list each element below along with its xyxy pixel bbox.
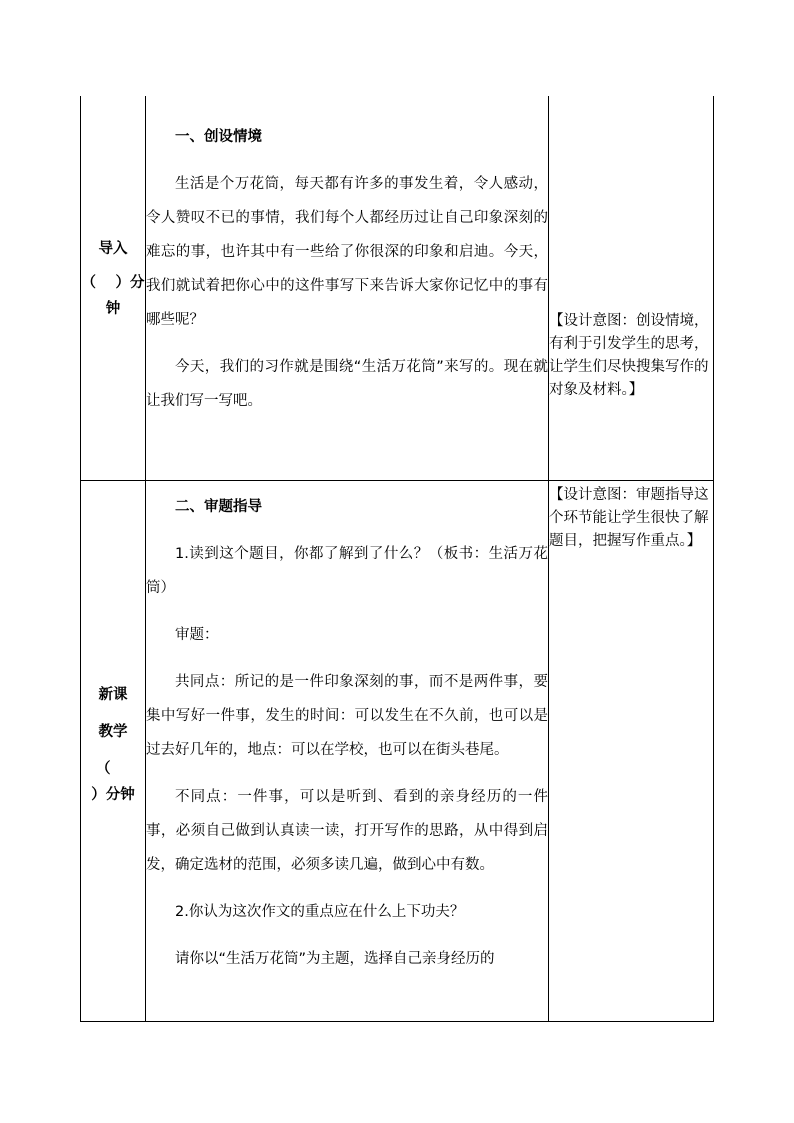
paragraph: 审题： xyxy=(175,627,219,643)
paragraph: 不同点：一件事，可以是听到、看到的亲身经历的一件事，必须自己做到认真读一读，打开写作的思路，从中得到启发，确定选材的范围，必须多读几遍，做到心中有数。 xyxy=(146,789,548,873)
table-border-bottom xyxy=(80,1021,714,1022)
row-1-stage-label: 导入 （ ）分 钟 xyxy=(81,241,145,317)
row-1-design-note: 【设计意图：创设情境，有利于引发学生的思考，让学生们尽快搜集写作的对象及材料。】 xyxy=(549,313,709,398)
paragraph: 生活是个万花筒，每天都有许多的事发生着，令人感动，令人赞叹不已的事情，我们每个人都经历过让自己印象深刻的难忘的事，也许其中有一些给了你很深的印象和启迪。今天，我们就试着把你心中的这件事写下来告诉大家你记忆中的事有哪些呢？ xyxy=(146,176,548,328)
paragraph: 今天，我们的习作就是围绕“生活万花筒”来写的。现在就让我们写一写吧。 xyxy=(146,359,548,409)
row-2-content xyxy=(146,490,548,976)
row-divider xyxy=(80,480,714,481)
paragraph: 共同点：所记的是一件印象深刻的事，而不是两件事，要集中写好一件事，发生的时间：可以发生在不久前，也可以是过去好几年的，地点：可以在学校，也可以在街头巷尾。 xyxy=(146,674,548,758)
row-2-design-note: 【设计意图：审题指导这个环节能让学生很快了解题目，把握写作重点。】 xyxy=(549,487,709,549)
paragraph: 1.读到这个题目，你都了解到了什么？（板书：生活万花筒） xyxy=(146,546,548,596)
row-2-stage-label: 新课 教学 （ ）分钟 xyxy=(91,687,135,803)
table-border-right xyxy=(713,96,714,1022)
section-heading: 一、创设情境 xyxy=(175,129,262,145)
table-divider-2 xyxy=(548,96,549,1022)
lesson-plan-table xyxy=(80,96,714,1022)
paragraph: 请你以“生活万花筒”为主题，选择自己亲身经历的 xyxy=(175,951,495,967)
paragraph: 2.你认为这次作文的重点应在什么上下功夫？ xyxy=(175,904,465,920)
section-heading: 二、审题指导 xyxy=(175,499,262,515)
row-1-content xyxy=(146,120,548,418)
